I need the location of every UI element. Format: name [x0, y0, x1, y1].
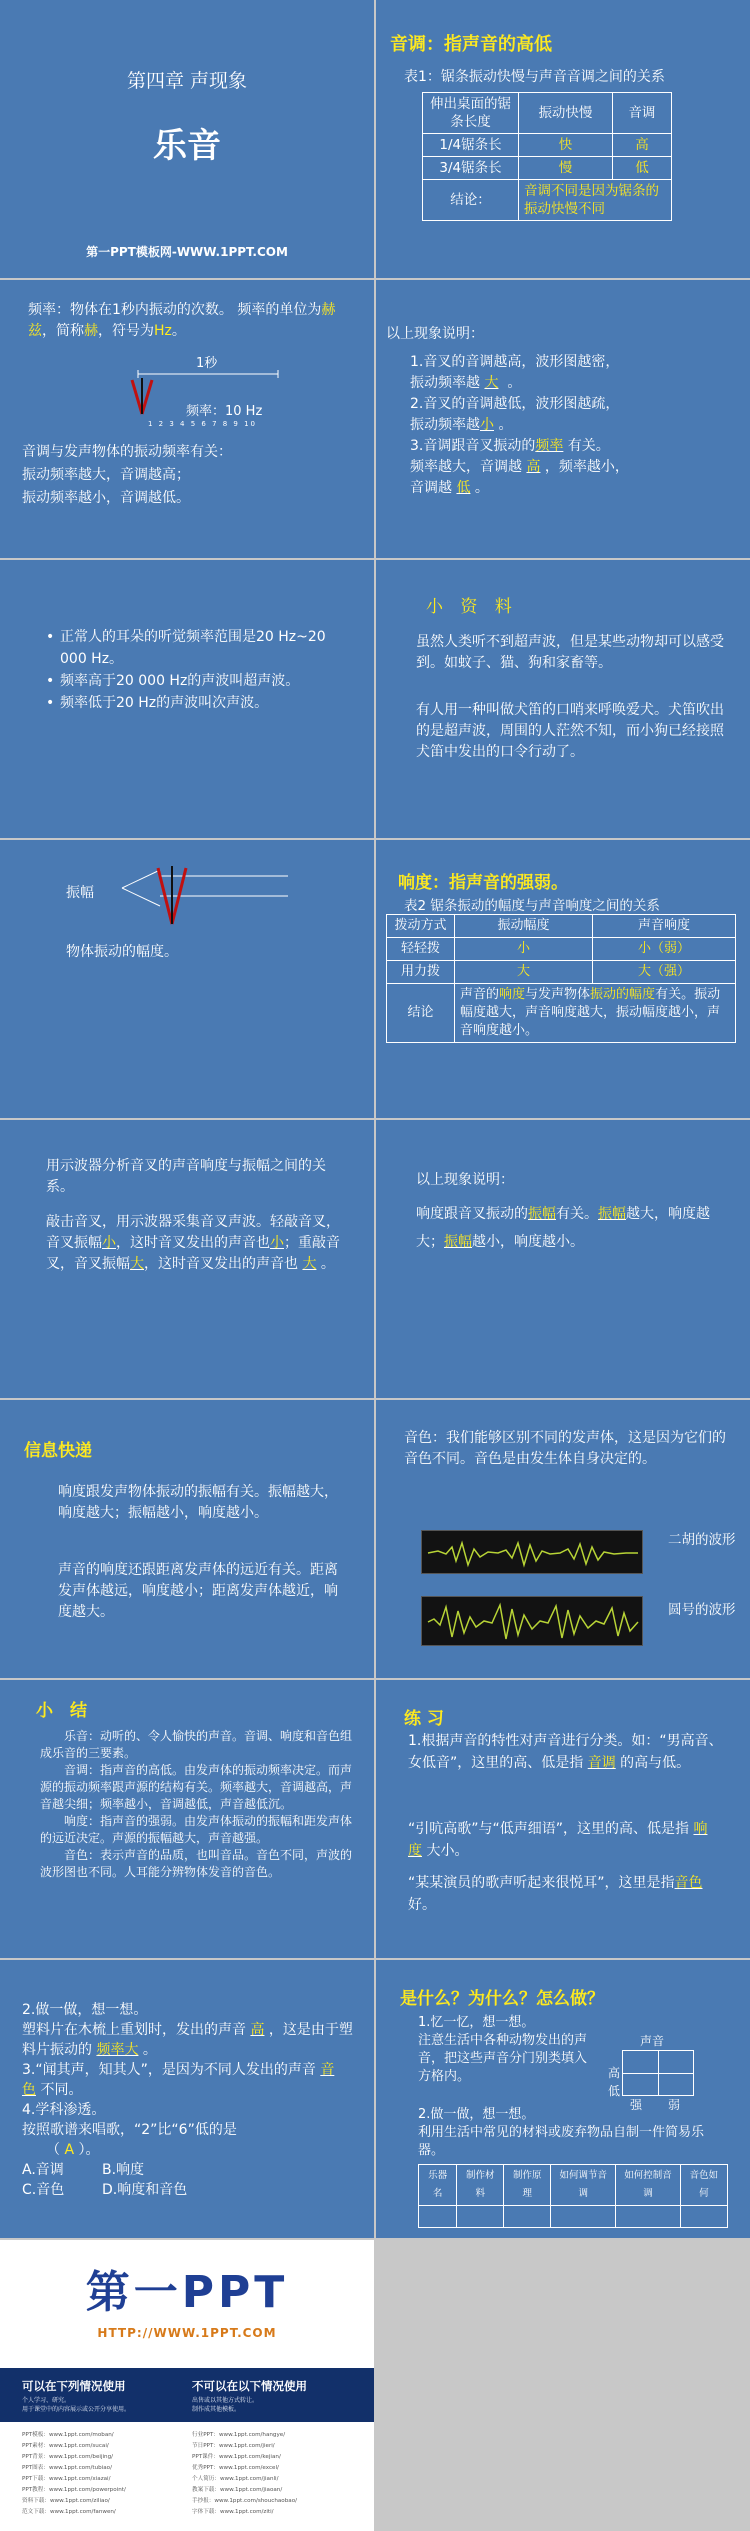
text: 振动频率越 [410, 417, 480, 433]
text: 3.“闻其声，知其人”，是因为不同人发出的声音 [22, 2062, 316, 2078]
info-para-2: 有人用一种叫做犬笛的口哨来呼唤爱犬。犬笛吹出的是超声波，周围的人茫然不知，而小狗已经接照犬笛中发出的口令行动了。 [416, 702, 724, 760]
text: ，符号为 [98, 323, 154, 339]
options [22, 2160, 362, 2180]
loudness-conclusion [416, 1200, 716, 1256]
text: 越大，响度越大； [416, 1206, 710, 1250]
text: “引吭高歌”与“低声细语”，这里的高、低是指 [408, 1821, 690, 1837]
table1-header: 音调 [612, 93, 671, 134]
slide-conclusion-loudness [376, 1120, 750, 1398]
grid-top-label: 声音 [640, 2034, 665, 2048]
pitch-relation-2: 振动频率越大，音调越高； [22, 467, 190, 483]
link-area [0, 2422, 374, 2531]
list-item: 个人学习、研究。 [22, 2397, 71, 2404]
text: ，简称 [42, 323, 84, 339]
text: 3.音调跟音叉振动的 [410, 438, 536, 454]
answer: 高 [250, 2022, 265, 2038]
table1-cell: 慢 [519, 157, 613, 180]
oscillation-figure [128, 368, 288, 428]
text: 。 [498, 417, 513, 433]
answer: 频率 [535, 438, 564, 454]
table-header: 如何调节音调 [551, 2165, 616, 2206]
timbre-definition: 音色：我们能够区别不同的发声体，这是因为它们的音色不同。音色是由发生体自身决定的。 [404, 1430, 726, 1467]
pitch-relation-1: 音调与发声物体的振动频率有关： [22, 444, 232, 460]
summary-para: 音调：指声音的高低。由发声体的振动频率决定。而声源的振动频率跟声源的结构有关。频率越大，音调越高，声音越尖细；频率越小，音调越低，声音越低沉。 [40, 1763, 353, 1811]
answer: A [64, 2142, 75, 2158]
slide-info [376, 560, 750, 838]
wwh-q1: 1.忆一忆，想一想。 [418, 2015, 535, 2030]
table1 [422, 92, 672, 221]
oscilloscope-intro: 用示波器分析音叉的声音响度与振幅之间的关系。 [46, 1158, 326, 1195]
slide-timbre [376, 1400, 750, 1678]
text: 1.音叉的音调越高，波形图越密， [410, 354, 620, 370]
text: “某某演员的歌声听起来很悦耳”，这里是指 [408, 1875, 675, 1891]
summary-para: 响度：指声音的强弱。由发声体振动的振幅和距发声体的远近决定。声源的振幅越大，声音越强。 [40, 1814, 353, 1845]
text: 的高与低。 [620, 1755, 691, 1771]
answer: 高 [526, 459, 541, 475]
table-header: 制作原理 [504, 2165, 551, 2206]
table2-cell: 大 [455, 961, 593, 984]
horn-label: 圆号的波形 [668, 1602, 736, 1618]
table2-cell: 用力拨 [387, 961, 455, 984]
empty-cell [616, 2206, 681, 2228]
oscilloscope-text [46, 1212, 350, 1275]
frequency-label: 频率：10 Hz [186, 404, 263, 419]
tick-numbers: 1 2 3 4 5 6 7 8 9 10 [148, 420, 258, 428]
table-row [423, 157, 672, 180]
question: 2.做一做，想一想。 [22, 2002, 148, 2018]
answer: 频率大 [96, 2042, 139, 2058]
brand-logo: 第一PPT [85, 2267, 289, 2318]
table1-conclusion: 音调不同是因为锯条的振动快慢不同 [519, 180, 672, 221]
link[interactable]: 个人简历：www.1ppt.com/jianli/ [192, 2476, 279, 2482]
slide-frequency [0, 280, 374, 558]
amplitude-caption: 物体振动的幅度。 [66, 944, 178, 960]
answer: 响度 [408, 1821, 708, 1859]
link[interactable]: 手抄报：www.1ppt.com/shouchaobao/ [192, 2498, 298, 2504]
wwh-heading: 是什么？为什么？怎么做？ [400, 1989, 604, 2009]
link[interactable]: PPT模板：www.1ppt.com/moban/ [22, 2432, 114, 2438]
frequency-definition [28, 300, 358, 342]
table1-header: 伸出桌面的锯条长度 [423, 93, 519, 134]
brand-url: HTTP://WWW.1PPT.COM [97, 2326, 277, 2340]
text: 有关。振动幅度越大，声音响度越大，振动幅度越小，声音响度越小。 [460, 987, 721, 1038]
text: 有关。 [556, 1206, 598, 1222]
answer: 大 [484, 375, 499, 391]
conclusion-list [410, 352, 730, 499]
table1-cell: 1/4锯条长 [423, 134, 519, 157]
text: 音调越 [410, 480, 452, 496]
table1-cell: 快 [519, 134, 613, 157]
list-item: • 正常人的耳朵的听觉频率范围是20 Hz~20 000 Hz。 [44, 626, 354, 670]
answer: 音色 [22, 2062, 335, 2098]
question [22, 2120, 362, 2140]
option: C.音色 [22, 2182, 65, 2198]
summary-para: 音色：表示声音的品质，也叫音品。音色不同，声波的波形图也不同。人耳能分辨物体发音的音色。 [40, 1848, 353, 1879]
summary-para: 乐音：动听的、令人愉快的声音。音调、响度和音色组成乐音的三要素。 [40, 1729, 353, 1760]
express-heading: 信息快递 [24, 1441, 92, 1461]
table2-header: 振动幅度 [455, 915, 593, 938]
answer: 振幅 [444, 1234, 472, 1250]
chapter-title: 第四章 声现象 [126, 70, 248, 92]
empty-cell [680, 2206, 727, 2228]
list-item: 制作成其他模板。 [192, 2406, 241, 2413]
grid-bottom-label: 强 [630, 2098, 643, 2112]
express-para-1: 响度跟发声物体振动的振幅有关。振幅越大，响度越大；振幅越小，响度越小。 [58, 1484, 338, 1521]
text: ；重敲音叉，音叉振幅 [46, 1235, 340, 1272]
text: 响度跟音叉振动的 [416, 1206, 528, 1222]
instrument-table [418, 2164, 728, 2228]
ad-usage-area [0, 2368, 374, 2531]
sound-grid [622, 2050, 694, 2096]
empty-cell [419, 2206, 457, 2228]
link[interactable]: PPT教程：www.1ppt.com/powerpoint/ [22, 2487, 126, 2493]
text: ，这时音叉发出的声音也 [144, 1256, 298, 1272]
slide-summary [0, 1680, 374, 1958]
table1-cell: 低 [612, 157, 671, 180]
list-item: 用于课堂中的内容展示或公开分享使用。 [22, 2406, 131, 2413]
slide-express-info [0, 1400, 374, 1678]
ad-logo-area [0, 2240, 374, 2368]
info-heading: 小 资 料 [426, 597, 518, 617]
wwh-q2-body: 利用生活中常见的材料或废弃物品自制一件简易乐器。 [418, 2125, 705, 2158]
cannot-use-list [192, 2396, 258, 2414]
table-header: 音色如何 [680, 2165, 727, 2206]
link[interactable]: PPT背景：www.1ppt.com/beijing/ [22, 2454, 114, 2460]
erhu-waveform [421, 1530, 643, 1574]
text: 。 [85, 2142, 100, 2158]
slide-amplitude [0, 840, 374, 1118]
slide-practice [0, 1960, 374, 2238]
question: 4.学科渗透。 [22, 2102, 106, 2118]
table2-cell: 大（强） [593, 961, 736, 984]
exercise-q2 [408, 1818, 728, 1862]
site-label: 第一PPT模板网-WWW.1PPT.COM [86, 245, 288, 259]
express-para-2: 声音的响度还跟距离发声体的远近有关。距离发声体越远，响度越小；距离发声体越近，响度越大。 [58, 1562, 338, 1620]
text: 1.根据声音的特性对声音进行分类。如：“男高音、女低音”，这里的高、低是指 [408, 1733, 723, 1771]
link[interactable]: 字体下载：www.1ppt.com/ziti/ [192, 2509, 274, 2515]
answer: 音色 [674, 1875, 703, 1891]
link[interactable]: 教案下载：www.1ppt.com/jiaoan/ [192, 2487, 283, 2493]
loudness-heading: 响度：指声音的强弱。 [398, 873, 568, 893]
wwh-q2: 2.做一做，想一想。 [418, 2107, 535, 2122]
link[interactable]: PPT课件：www.1ppt.com/kejian/ [192, 2454, 281, 2460]
slide-hearing-range [0, 560, 374, 838]
lesson-title: 乐音 [153, 126, 221, 166]
term: 赫兹 [28, 302, 336, 339]
table1-conclusion-label: 结论： [423, 180, 519, 221]
wwh-q1-body: 注意生活中各种动物发出的声音，把这些声音分门别类填入方格内。 [418, 2033, 588, 2084]
intro: 以上现象说明： [386, 326, 484, 342]
slide-what-why-how [376, 1960, 750, 2238]
grid-left-label: 高 [608, 2066, 621, 2080]
table-header: 如何控制音调 [616, 2165, 681, 2206]
text: 敲击音叉，用示波器采集音叉声波。轻敲音叉，音叉振幅 [46, 1214, 340, 1251]
list-item: 出售或以其他方式转让。 [192, 2397, 259, 2404]
info-para-1: 虽然人类听不到超声波，但是某些动物却可以感受到。如蚊子、猫、狗和家畜等。 [416, 634, 724, 671]
can-use-heading: 可以在下列情况使用 [22, 2379, 126, 2393]
empty-cell [551, 2206, 616, 2228]
text: 。 [142, 2042, 157, 2058]
pitch-relation-3: 振动频率越小，音调越低。 [22, 490, 190, 506]
empty-cell [457, 2206, 504, 2228]
options [22, 2180, 362, 2200]
amplitude-label: 振幅 [66, 885, 94, 901]
can-use-list [22, 2396, 130, 2414]
option: A.音调 [22, 2162, 64, 2178]
table1-cell: 3/4锯条长 [423, 157, 519, 180]
empty-cell [504, 2206, 551, 2228]
cannot-use-heading: 不可以在以下情况使用 [192, 2379, 307, 2393]
term: 振动的幅度 [590, 987, 656, 1002]
practice-body [22, 2000, 362, 2200]
answer: 小 [270, 1235, 284, 1251]
text: ，频率越小， [544, 459, 629, 475]
table2-caption: 表2 锯条振动的幅度与声音响度之间的关系 [404, 898, 660, 914]
table-row [387, 938, 736, 961]
slide-exercise [376, 1680, 750, 1958]
text: 好。 [408, 1897, 436, 1913]
table-header: 制作材料 [457, 2165, 504, 2206]
exercise-q1 [408, 1730, 728, 1774]
table1-cell: 高 [612, 134, 671, 157]
text: ，这时音叉发出的声音也 [116, 1235, 270, 1251]
hearing-list [44, 626, 354, 714]
link[interactable]: 优秀PPT：www.1ppt.com/excel/ [192, 2465, 279, 2471]
link[interactable]: 行业PPT：www.1ppt.com/hangye/ [192, 2432, 286, 2438]
table2-cell: 轻轻拨 [387, 938, 455, 961]
table2-conclusion-label: 结论 [387, 984, 455, 1043]
table2-header: 声音响度 [593, 915, 736, 938]
answer: 振幅 [598, 1206, 626, 1222]
answer: 大 [302, 1256, 317, 1272]
slide-title [0, 0, 374, 278]
pitch-heading: 音调：指声音的高低 [390, 34, 552, 55]
erhu-label: 二胡的波形 [668, 1532, 736, 1548]
answer: 小 [102, 1235, 116, 1251]
table2-conclusion [455, 984, 736, 1043]
table1-header: 振动快慢 [519, 93, 613, 134]
text: 。 [507, 375, 522, 391]
question: （ A ）。 [46, 2142, 100, 2158]
question [22, 2060, 362, 2100]
link[interactable]: 节日PPT：www.1ppt.com/jieri/ [192, 2443, 275, 2449]
answer: 小 [480, 417, 494, 433]
text: 。 [474, 480, 489, 496]
text: 。 [171, 323, 186, 339]
text: 塑料片在木梳上重划时，发出的声音 [22, 2022, 246, 2038]
text: 振动频率越 [410, 375, 480, 391]
table-row [387, 961, 736, 984]
summary-body [40, 1728, 358, 1881]
table2-cell: 小（弱） [593, 938, 736, 961]
slide-conclusion-pitch [376, 280, 750, 558]
link[interactable]: PPT图表：www.1ppt.com/tubiao/ [22, 2465, 112, 2471]
text: 越小，响度越小。 [472, 1234, 584, 1250]
text: 与发声物体 [525, 987, 591, 1002]
option: B.响度 [102, 2162, 145, 2178]
table2-cell: 小 [455, 938, 593, 961]
table2-header: 拨动方式 [387, 915, 455, 938]
link[interactable]: PPT下载：www.1ppt.com/xiazai/ [22, 2476, 111, 2482]
amplitude-figure [120, 862, 290, 932]
text: 声音的 [460, 987, 500, 1002]
grid-left-label-2: 低 [608, 2084, 621, 2098]
answer: 大 [130, 1256, 144, 1272]
table-row [423, 134, 672, 157]
summary-heading: 小 结 [36, 1701, 87, 1721]
grid-bottom-label-2: 弱 [668, 2098, 681, 2112]
link[interactable]: 资料下载：www.1ppt.com/ziliao/ [22, 2498, 110, 2504]
term: 响度 [499, 987, 526, 1002]
link[interactable]: PPT素材：www.1ppt.com/sucai/ [22, 2443, 109, 2449]
list-item: • 频率低于20 Hz的声波叫次声波。 [44, 692, 354, 714]
slide-loudness-table [376, 840, 750, 1118]
slide-oscilloscope [0, 1120, 374, 1398]
text: ，这是由于塑料片振动的 [22, 2022, 353, 2058]
text: 频率越大，音调越 [410, 459, 522, 475]
link-list-left [22, 2430, 126, 2518]
term: Hz [154, 323, 172, 339]
answer: 低 [456, 480, 471, 496]
text: 大小。 [426, 1843, 469, 1859]
horn-waveform [421, 1596, 643, 1646]
term: 赫 [84, 323, 98, 339]
question [22, 2020, 362, 2060]
text: 。 [320, 1256, 335, 1272]
option: D.响度和音色 [102, 2182, 188, 2198]
slide-pitch-table [376, 0, 750, 278]
link-list-right [192, 2430, 297, 2518]
exercise-heading: 练 习 [404, 1709, 444, 1729]
text: 频率：物体在1秒内振动的次数。 频率的单位为 [28, 302, 322, 318]
exercise-q3 [408, 1872, 728, 1916]
table1-caption: 表1：锯条振动快慢与声音音调之间的关系 [404, 69, 665, 85]
list-item: • 频率高于20 000 Hz的声波叫超声波。 [44, 670, 354, 692]
table-header: 乐器名 [419, 2165, 457, 2206]
text: 按照歌谱来唱歌，“2”比“6”低的是 [22, 2122, 237, 2138]
answer: 振幅 [528, 1206, 556, 1222]
text: 2.音叉的音调越低，波形图越疏， [410, 396, 620, 412]
text: 不同。 [40, 2082, 83, 2098]
link[interactable]: 范文下载：www.1ppt.com/fanwen/ [22, 2509, 116, 2515]
grid-line [623, 2073, 693, 2074]
one-second-label: 1秒 [196, 356, 218, 371]
intro: 以上现象说明： [416, 1172, 514, 1188]
table2 [386, 914, 736, 1043]
answer: 音调 [587, 1755, 616, 1771]
text: 有关。 [567, 438, 610, 454]
